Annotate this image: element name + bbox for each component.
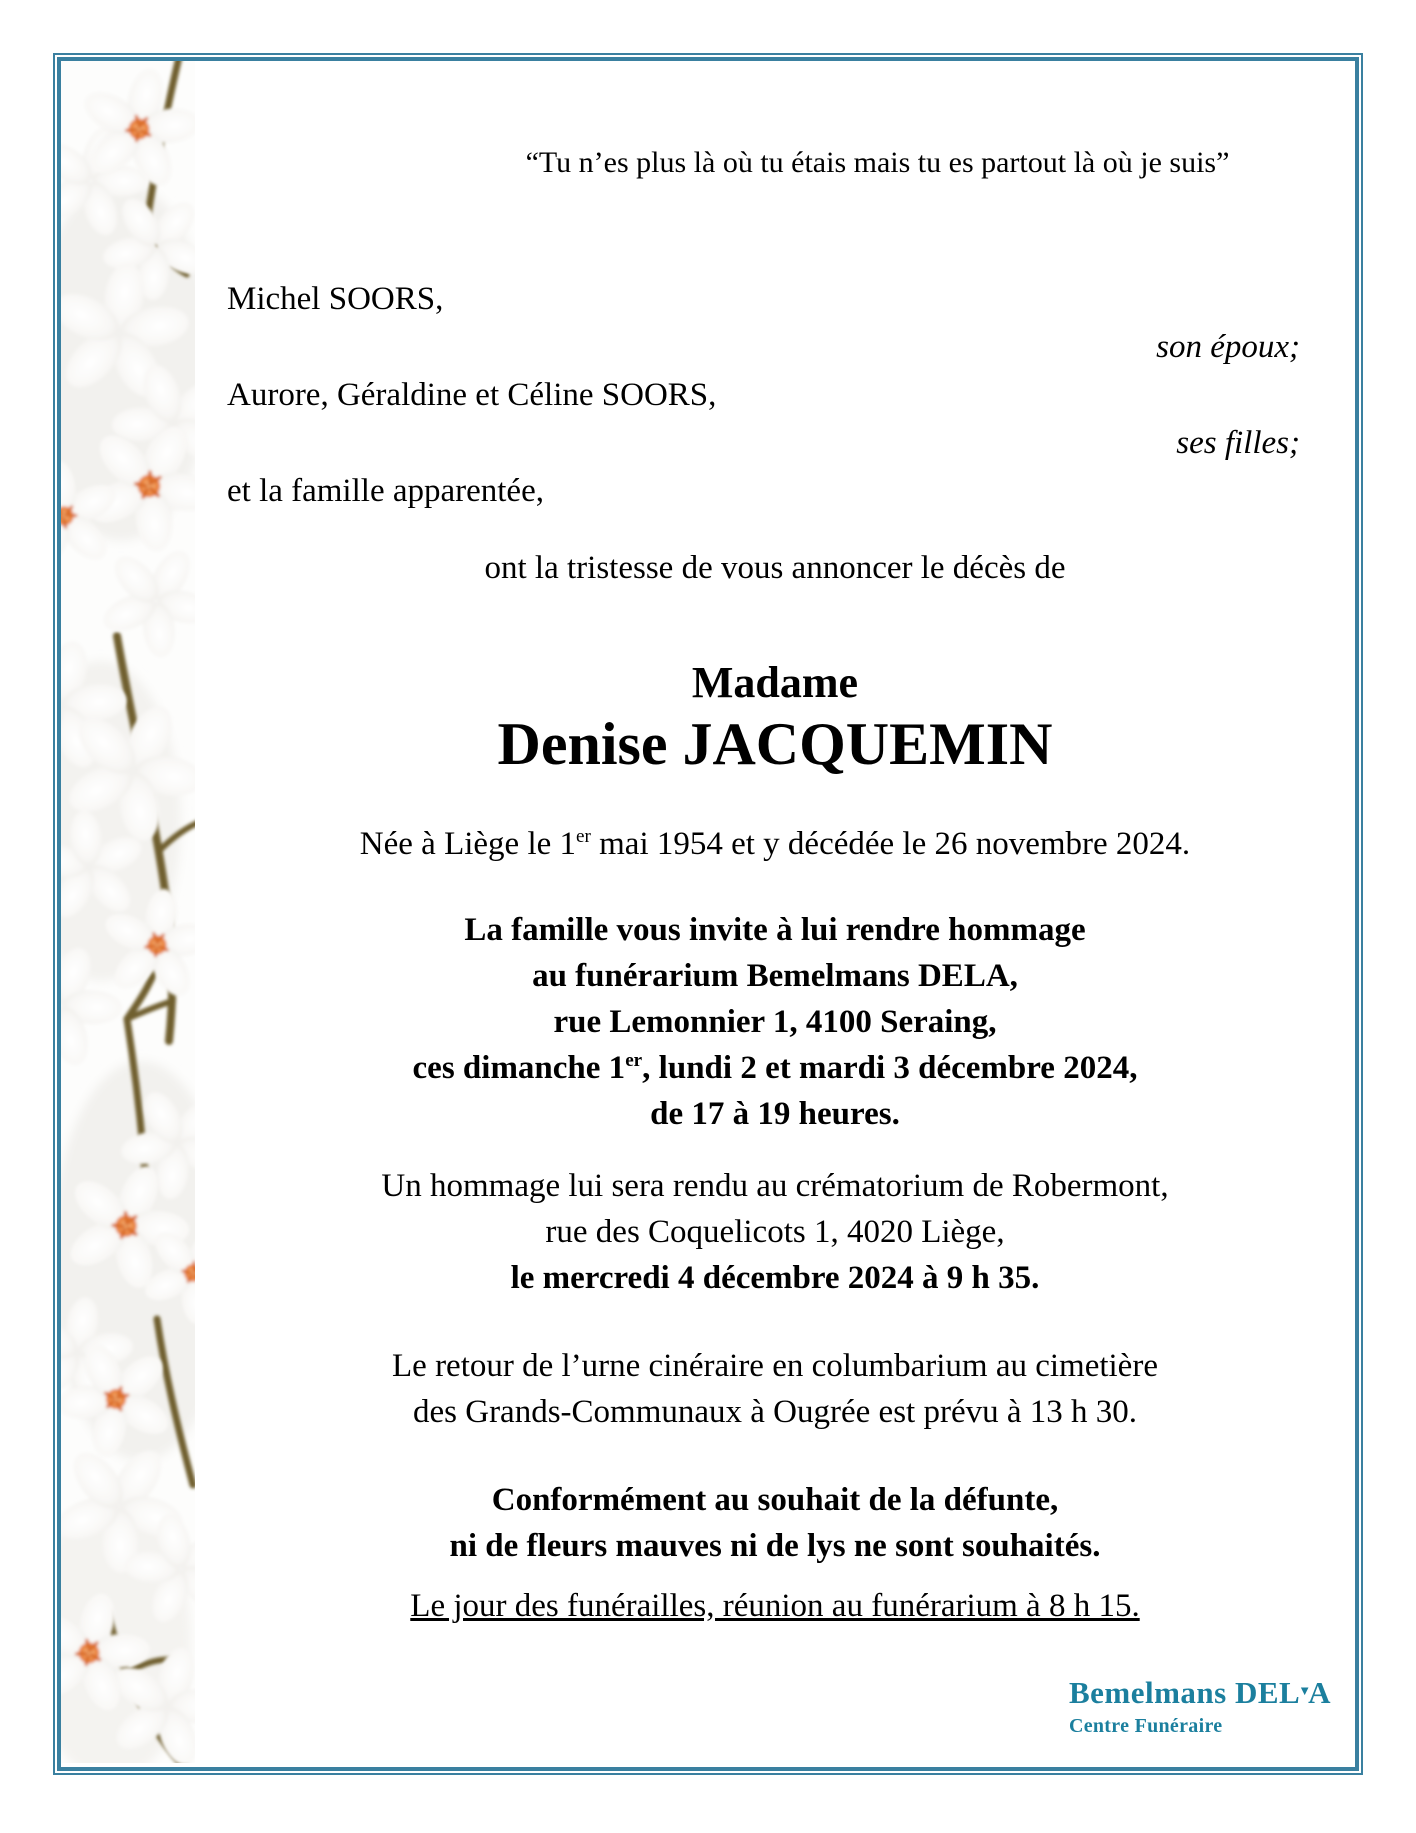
birth-death-pre: Née à Liège le 1 (359, 826, 577, 862)
cremation-line: Un hommage lui sera rendu au crématorium de Robermont, (381, 1168, 1169, 1204)
brand-name-pre: Bemelmans DEL (1068, 1675, 1301, 1711)
orchid-photo (61, 61, 195, 1763)
mourner-daughters-names: Aurore, Géraldine et Céline SOORS, (227, 377, 717, 413)
epigraph-quote: “Tu n’es plus là où tu étais mais tu es partout là où je suis” (525, 146, 1230, 179)
announcement-line: ont la tristesse de vous annoncer le décès de (484, 550, 1066, 586)
birth-death-post: mai 1954 et y décédée le 26 novembre 2024. (590, 826, 1191, 862)
mourner-husband-name: Michel SOORS, (227, 281, 444, 317)
brand-name-post: A (1308, 1675, 1331, 1711)
cremation-block (195, 1163, 1355, 1301)
wishes-line-2: ni de fleurs mauves ni de lys ne sont souhaités. (449, 1528, 1101, 1564)
mourner-husband-relation: son époux; (1156, 329, 1300, 365)
tribute-hours-line: de 17 à 19 heures. (650, 1096, 900, 1132)
brand-logo (1069, 1673, 1331, 1738)
funeral-note: Le jour des funérailles, réunion au funérarium à 8 h 15. (410, 1588, 1140, 1624)
wishes-line-1: Conformément au souhait de la défunte, (491, 1482, 1059, 1518)
deceased-title: Madame (691, 658, 859, 707)
tribute-address-line: rue Lemonnier 1, 4100 Seraing, (553, 1004, 997, 1040)
tribute-dates-line (195, 1045, 1355, 1091)
tribute-dates-pre: ces dimanche 1 (412, 1050, 626, 1086)
birth-death-ordinal: er (576, 826, 591, 847)
deceased-name: Denise JACQUEMIN (497, 711, 1053, 777)
urn-block (195, 1343, 1355, 1435)
birth-death-line (195, 821, 1355, 867)
mourner-family-line: et la famille apparentée, (227, 473, 544, 509)
notice-content (195, 61, 1355, 1767)
tribute-block (195, 907, 1355, 1137)
tribute-dates-post: , lundi 2 et mardi 3 décembre 2024, (642, 1050, 1138, 1086)
urn-line-1: Le retour de l’urne cinéraire en columbarium au cimetière (392, 1348, 1158, 1384)
brand-name (1069, 1673, 1331, 1711)
mourners-list (195, 275, 1355, 515)
mourner-daughters-relation: ses filles; (1176, 425, 1300, 461)
tribute-invite-line: La famille vous invite à lui rendre hommage (464, 912, 1086, 948)
wishes-block (195, 1477, 1355, 1569)
cremation-date-line: le mercredi 4 décembre 2024 à 9 h 35. (510, 1260, 1040, 1296)
tribute-dates-ordinal: er (625, 1050, 643, 1071)
orchid-photo-strip (61, 61, 195, 1763)
brand-triangle-icon: ▼ (1298, 1683, 1311, 1698)
document-frame (57, 57, 1359, 1771)
cremation-address-line: rue des Coquelicots 1, 4020 Liège, (545, 1214, 1005, 1250)
urn-line-2: des Grands-Communaux à Ougrée est prévu à 13 h 30. (413, 1394, 1137, 1430)
brand-subtitle: Centre Funéraire (1068, 1715, 1223, 1738)
tribute-location-line: au funérarium Bemelmans DELA, (532, 958, 1018, 994)
